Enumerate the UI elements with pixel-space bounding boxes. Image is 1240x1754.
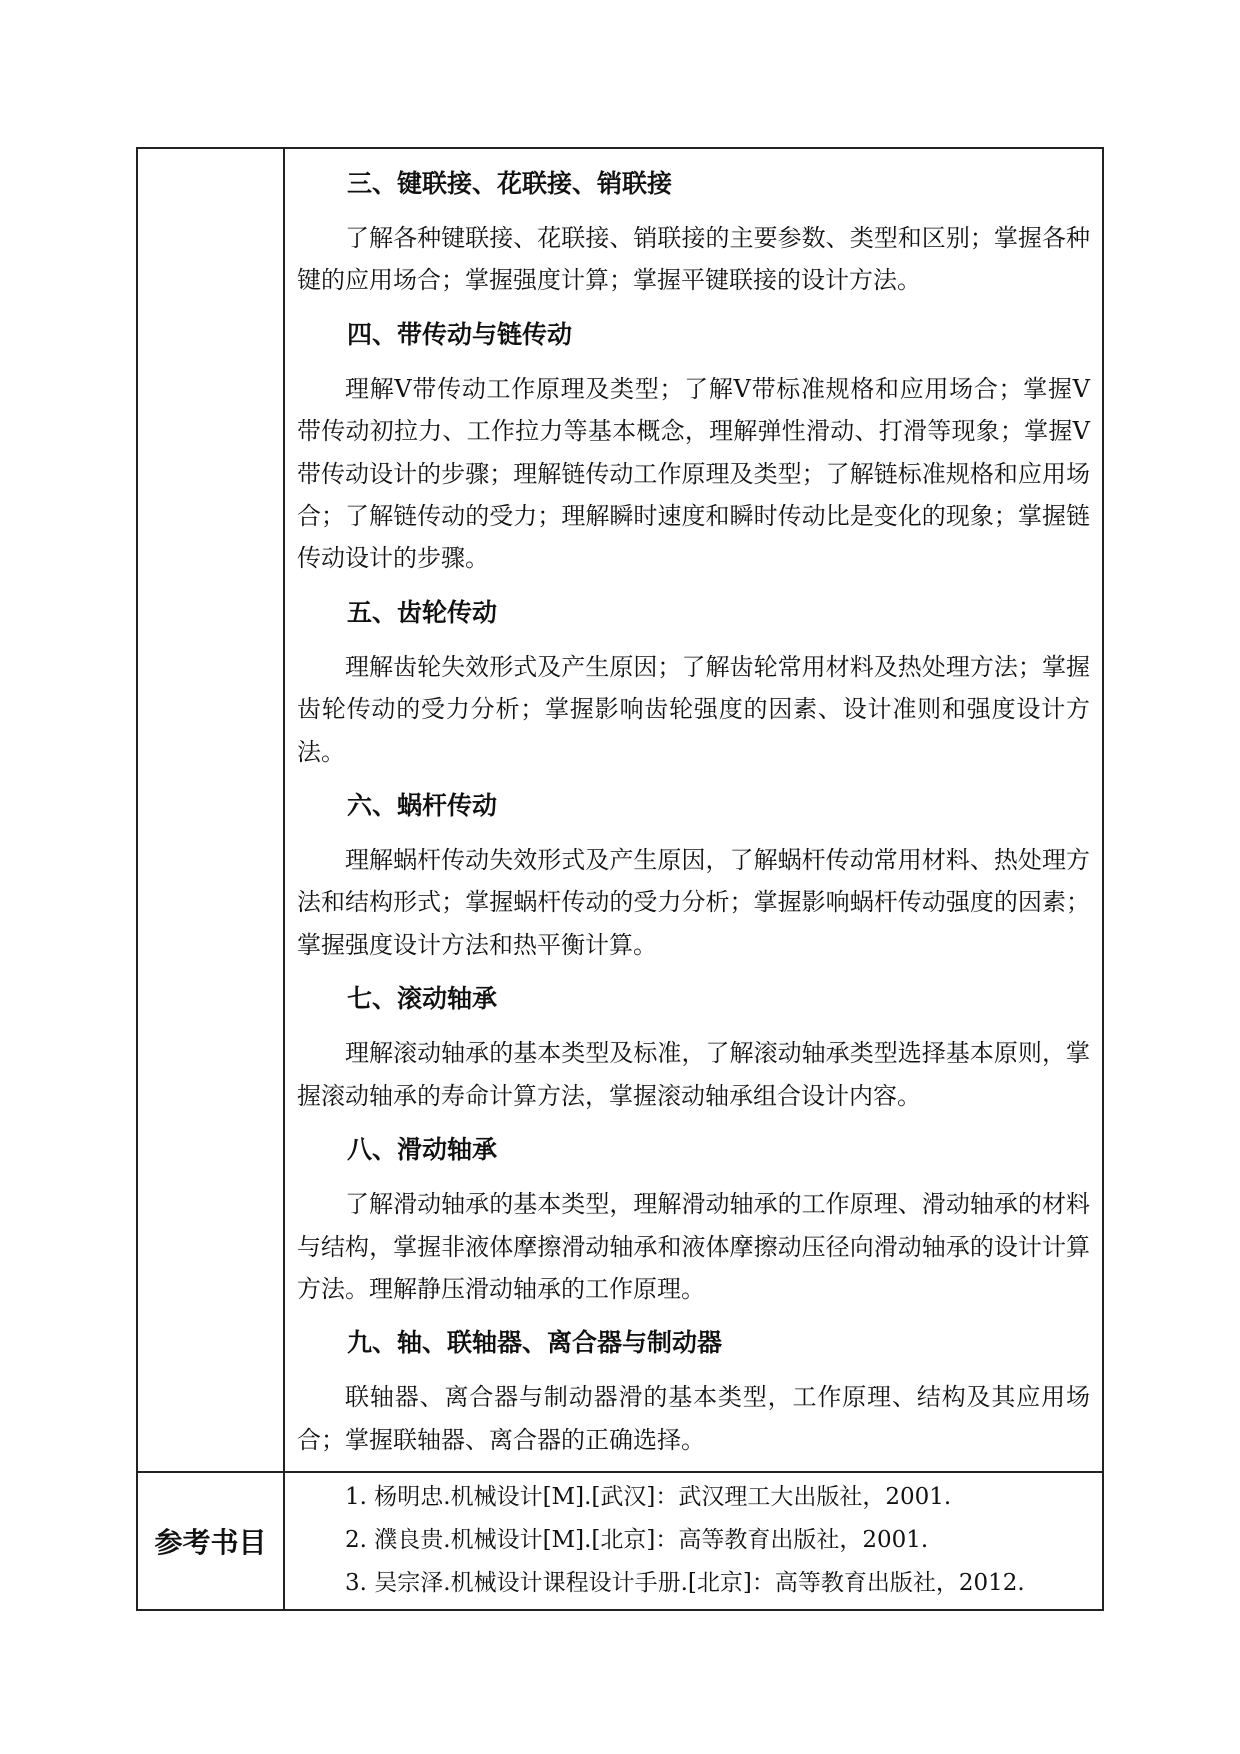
section-body: 理解滚动轴承的基本类型及标准，了解滚动轴承类型选择基本原则，掌握滚动轴承的寿命计算方法，掌握滚动轴承组合设计内容。: [297, 1039, 1090, 1110]
section-body: 理解齿轮失效形式及产生原因；了解齿轮常用材料及热处理方法；掌握齿轮传动的受力分析；掌握影响齿轮强度的因素、设计准则和强度设计方法。: [297, 652, 1090, 766]
section-heading: 八、滑动轴承: [347, 1135, 498, 1165]
section-body: 理解V带传动工作原理及类型；了解V带标准规格和应用场合；掌握V带传动初拉力、工作拉力等基本概念，理解弹性滑动、打滑等现象；掌握V带传动设计的步骤；理解链传动工作原理及类型；了解链标准规格和应用场合；了解链传动的受力；理解瞬时速度和瞬时传动比是变化的现象；掌握链传动设计的步骤。: [297, 374, 1090, 573]
section-body: 理解蜗杆传动失效形式及产生原因，了解蜗杆传动常用材料、热处理方法和结构形式；掌握蜗杆传动的受力分析；掌握影响蜗杆传动强度的因素；掌握强度设计方法和热平衡计算。: [297, 846, 1090, 959]
empty-label-cell: [138, 149, 285, 1471]
section-heading: 六、蜗杆传动: [347, 791, 498, 821]
references-label-cell: [138, 1473, 285, 1609]
references-row: [138, 1471, 1102, 1609]
section-heading: 九、轴、联轴器、离合器与制动器: [347, 1328, 723, 1358]
syllabus-table: [136, 147, 1104, 1611]
section-heading: 三、键联接、花联接、销联接: [347, 169, 673, 198]
reference-item: 2. 濮良贵.机械设计[M].[北京]：高等教育出版社，2001.: [345, 1527, 929, 1554]
section-body: 联轴器、离合器与制动器滑的基本类型，工作原理、结构及其应用场合；掌握联轴器、离合器的正确选择。: [297, 1383, 1090, 1454]
references-cell: [285, 1473, 1102, 1609]
content-cell: [285, 149, 1102, 1471]
reference-item: 1. 杨明忠.机械设计[M].[武汉]：武汉理工大出版社，2001.: [345, 1484, 952, 1511]
section-body: 了解滑动轴承的基本类型，理解滑动轴承的工作原理、滑动轴承的材料与结构，掌握非液体摩擦滑动轴承和液体摩擦动压径向滑动轴承的设计计算方法。理解静压滑动轴承的工作原理。: [297, 1190, 1090, 1303]
section-body: 了解各种键联接、花联接、销联接的主要参数、类型和区别；掌握各种键的应用场合；掌握强度计算；掌握平键联接的设计方法。: [297, 224, 1090, 295]
section-heading: 五、齿轮传动: [347, 597, 498, 627]
reference-item: 3. 吴宗泽.机械设计课程设计手册.[北京]：高等教育出版社，2012.: [345, 1570, 1025, 1597]
references-label: 参考书目: [154, 1526, 267, 1560]
content-row: [138, 149, 1102, 1471]
section-heading: 四、带传动与链传动: [347, 319, 573, 349]
section-heading: 七、滚动轴承: [347, 984, 498, 1014]
